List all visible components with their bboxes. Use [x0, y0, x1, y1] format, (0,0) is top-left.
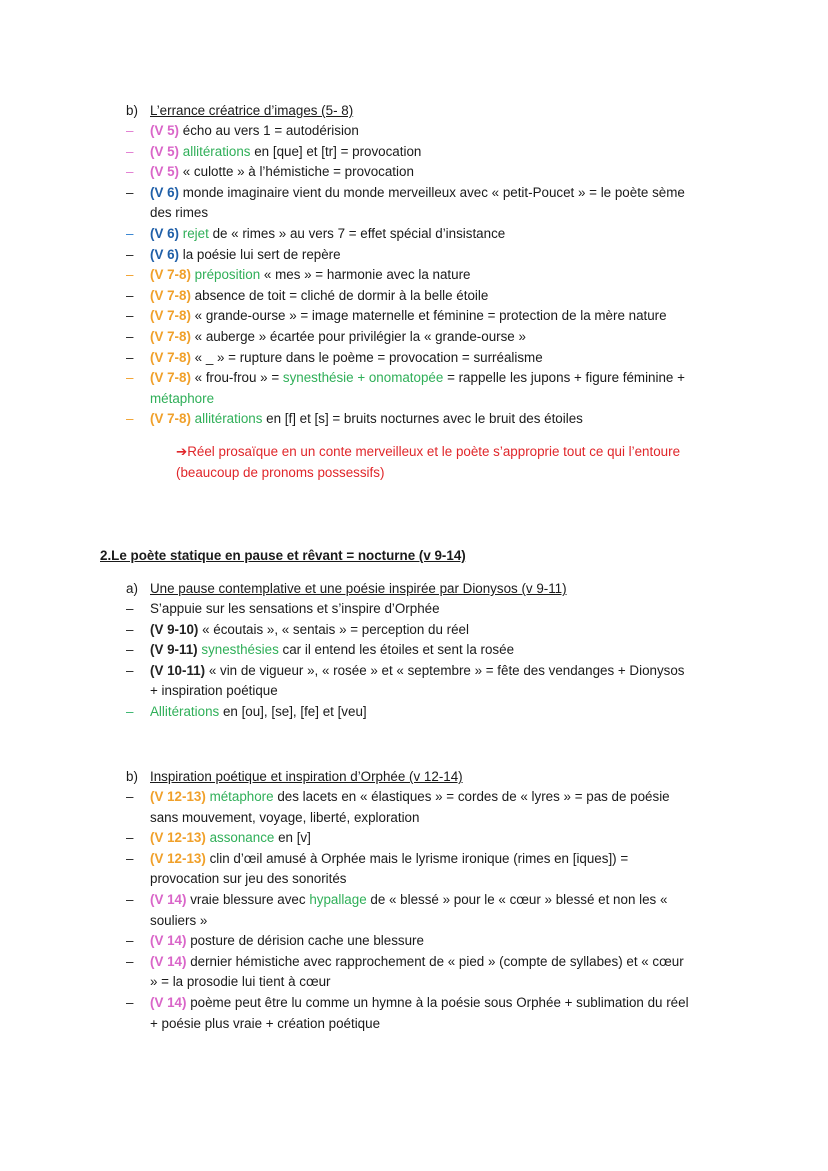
list-item: [76, 121, 690, 142]
item-text: des lacets en « élastiques » = cordes de « lyres » = pas de poésie sans mouvement, voyage, liberté, exploration: [150, 789, 670, 825]
subsection-letter: b): [126, 769, 138, 784]
subsection-heading: [126, 766, 690, 787]
figure-of-speech: métaphore: [209, 789, 274, 804]
item-text: de « blessé » pour le « cœur » blessé et non les « souliers »: [150, 891, 668, 928]
item-text: vraie blessure avec: [190, 891, 306, 907]
list-item: [76, 409, 690, 430]
item-text: = rappelle les jupons + figure féminine +: [447, 370, 685, 386]
dash-bullet: –: [126, 953, 134, 969]
figure-of-speech: synesthésies: [201, 642, 279, 658]
verse-ref: (V 14): [150, 933, 187, 949]
conclusion-note: [126, 442, 736, 483]
subsection-heading: [126, 100, 736, 121]
figure-of-speech: assonance: [209, 830, 275, 846]
dash-bullet: –: [126, 662, 134, 678]
list-item: [76, 286, 690, 307]
list-item: [76, 828, 690, 849]
dash-bullet: –: [126, 891, 134, 907]
subsection-title: L’errance créatrice d’images (5- 8): [150, 103, 354, 118]
list-item: [76, 890, 690, 931]
list-item: [76, 993, 690, 1034]
item-text: « écoutais », « sentais » = perception du réel: [202, 621, 469, 637]
item-text: clin d’œil amusé à Orphée mais le lyrisme ironique (rimes en [iques]) = provocation sur jeu des sonorités: [150, 850, 629, 887]
list-item: [76, 620, 690, 641]
dash-bullet: –: [126, 621, 134, 637]
conclusion-text: Réel prosaïque en un conte merveilleux et le poète s’approprie tout ce qui l’entoure (beaucoup de pronoms possessifs): [176, 443, 681, 480]
list-item: [76, 306, 690, 327]
list-item: [76, 348, 690, 369]
item-text: S’appuie sur les sensations et s’inspire d’Orphée: [150, 601, 440, 616]
verse-ref: (V 5): [150, 143, 180, 159]
verse-ref: (V 7-8): [150, 267, 191, 283]
verse-ref: (V 12-13): [150, 789, 206, 804]
verse-ref: (V 14): [150, 891, 187, 907]
dash-bullet: –: [126, 703, 134, 719]
dash-bullet: –: [126, 370, 134, 386]
dash-bullet: –: [126, 308, 134, 324]
list-item: [76, 849, 690, 890]
dash-bullet: –: [126, 994, 134, 1010]
verse-ref: (V 12-13): [150, 850, 206, 866]
item-text: car il entend les étoiles et sent la rosée: [282, 642, 515, 658]
verse-ref: (V 6): [150, 225, 180, 241]
item-text: « grande-ourse » = image maternelle et féminine = protection de la mère nature: [194, 308, 667, 324]
figure-of-speech: Allitérations: [150, 703, 220, 719]
dash-bullet: –: [126, 933, 134, 949]
list-item: [76, 245, 690, 266]
verse-ref: (V 5): [150, 164, 180, 180]
section-errance: [126, 100, 736, 483]
figure-of-speech: préposition: [194, 267, 261, 283]
verse-ref: (V 7-8): [150, 370, 191, 386]
dash-bullet: –: [126, 328, 134, 344]
list-item: [76, 224, 690, 245]
dash-bullet: –: [126, 164, 134, 180]
section-inspiration-orphee: [126, 766, 690, 1034]
item-text: « vin de vigueur », « rosée » et « septembre » = fête des vendanges + Dionysos + inspiration poétique: [150, 662, 685, 699]
subsection-heading: [126, 578, 690, 599]
dash-bullet: –: [126, 411, 134, 427]
verse-ref: (V 6): [150, 184, 180, 200]
verse-ref: (V 7-8): [150, 287, 191, 303]
list-item: [76, 931, 690, 952]
list-item: [76, 162, 690, 183]
verse-ref: (V 6): [150, 246, 180, 262]
dash-bullet: –: [126, 349, 134, 365]
dash-bullet: –: [126, 184, 134, 200]
list-item: [76, 599, 690, 620]
verse-ref: (V 14): [150, 953, 187, 969]
item-text: poème peut être lu comme un hymne à la poésie sous Orphée + sublimation du réel + poésie plus vraie + création poétique: [150, 994, 689, 1031]
verse-ref: (V 5): [150, 123, 180, 138]
verse-ref: (V 14): [150, 994, 187, 1010]
item-text: « _ » = rupture dans le poème = provocation = surréalisme: [194, 349, 543, 365]
item-text: écho au vers 1 = autodérision: [182, 123, 359, 138]
item-text: dernier hémistiche avec rapprochement de « pied » (compte de syllabes) et « cœur » = la prosodie lui tient à cœur: [150, 953, 684, 990]
dash-bullet: –: [126, 225, 134, 241]
part-title: 2.Le poète statique en pause et rêvant = nocturne (v 9-14): [100, 548, 466, 563]
dash-bullet: –: [126, 123, 134, 138]
list-item: [76, 368, 690, 409]
item-text: « mes » = harmonie avec la nature: [263, 267, 471, 283]
subsection-letter: a): [126, 581, 138, 596]
list-item: [76, 787, 690, 828]
dash-bullet: –: [126, 143, 134, 159]
dash-bullet: –: [126, 830, 134, 846]
dash-bullet: –: [126, 287, 134, 303]
list-item: [76, 952, 690, 993]
bullet-list: [76, 787, 690, 1034]
figure-of-speech: allitérations: [182, 143, 251, 159]
figure-of-speech: métaphore: [150, 390, 215, 406]
dash-bullet: –: [126, 789, 134, 804]
dash-bullet: –: [126, 642, 134, 658]
verse-ref: (V 9-11): [150, 642, 198, 658]
list-item: [76, 265, 690, 286]
item-text: « frou-frou » =: [194, 370, 280, 386]
list-item: [76, 702, 690, 723]
subsection-letter: b): [126, 103, 138, 118]
verse-ref: (V 7-8): [150, 308, 191, 324]
dash-bullet: –: [126, 601, 134, 616]
verse-ref: (V 9-10): [150, 621, 199, 637]
item-text: en [ou], [se], [fe] et [veu]: [222, 703, 367, 719]
subsection-title: Une pause contemplative et une poésie inspirée par Dionysos (v 9-11): [150, 581, 567, 596]
item-text: de « rimes » au vers 7 = effet spécial d’insistance: [212, 225, 506, 241]
verse-ref: (V 12-13): [150, 830, 206, 846]
item-text: en [v]: [278, 830, 311, 846]
verse-ref: (V 10-11): [150, 662, 206, 678]
figure-of-speech: hypallage: [309, 891, 367, 907]
dash-bullet: –: [126, 246, 134, 262]
list-item: [76, 327, 690, 348]
dash-bullet: –: [126, 267, 134, 283]
item-text: « auberge » écartée pour privilégier la « grande-ourse »: [194, 328, 526, 344]
arrow-right-icon: ➔: [176, 443, 188, 459]
verse-ref: (V 7-8): [150, 349, 191, 365]
item-text: en [f] et [s] = bruits nocturnes avec le bruit des étoiles: [266, 411, 583, 427]
figure-of-speech: synesthésie + onomatopée: [282, 370, 444, 386]
list-item: [76, 661, 690, 702]
item-text: monde imaginaire vient du monde merveilleux avec « petit-Poucet » = le poète sème des rimes: [150, 184, 685, 221]
figure-of-speech: rejet: [182, 225, 209, 241]
item-text: posture de dérision cache une blessure: [190, 933, 424, 949]
subsection-title: Inspiration poétique et inspiration d’Orphée (v 12-14): [150, 769, 463, 784]
verse-ref: (V 7-8): [150, 328, 191, 344]
item-text: « culotte » à l’hémistiche = provocation: [182, 164, 414, 180]
list-item: [76, 183, 690, 224]
list-item: [76, 640, 690, 661]
item-text: en [que] et [tr] = provocation: [254, 143, 422, 159]
figure-of-speech: allitérations: [194, 411, 263, 427]
item-text: absence de toit = cliché de dormir à la belle étoile: [194, 287, 489, 303]
section-pause-contemplative: [126, 578, 690, 723]
verse-ref: (V 7-8): [150, 411, 191, 427]
bullet-list: [76, 599, 690, 723]
bullet-list: [76, 121, 736, 430]
dash-bullet: –: [126, 850, 134, 866]
list-item: [76, 142, 690, 163]
item-text: la poésie lui sert de repère: [182, 246, 341, 262]
